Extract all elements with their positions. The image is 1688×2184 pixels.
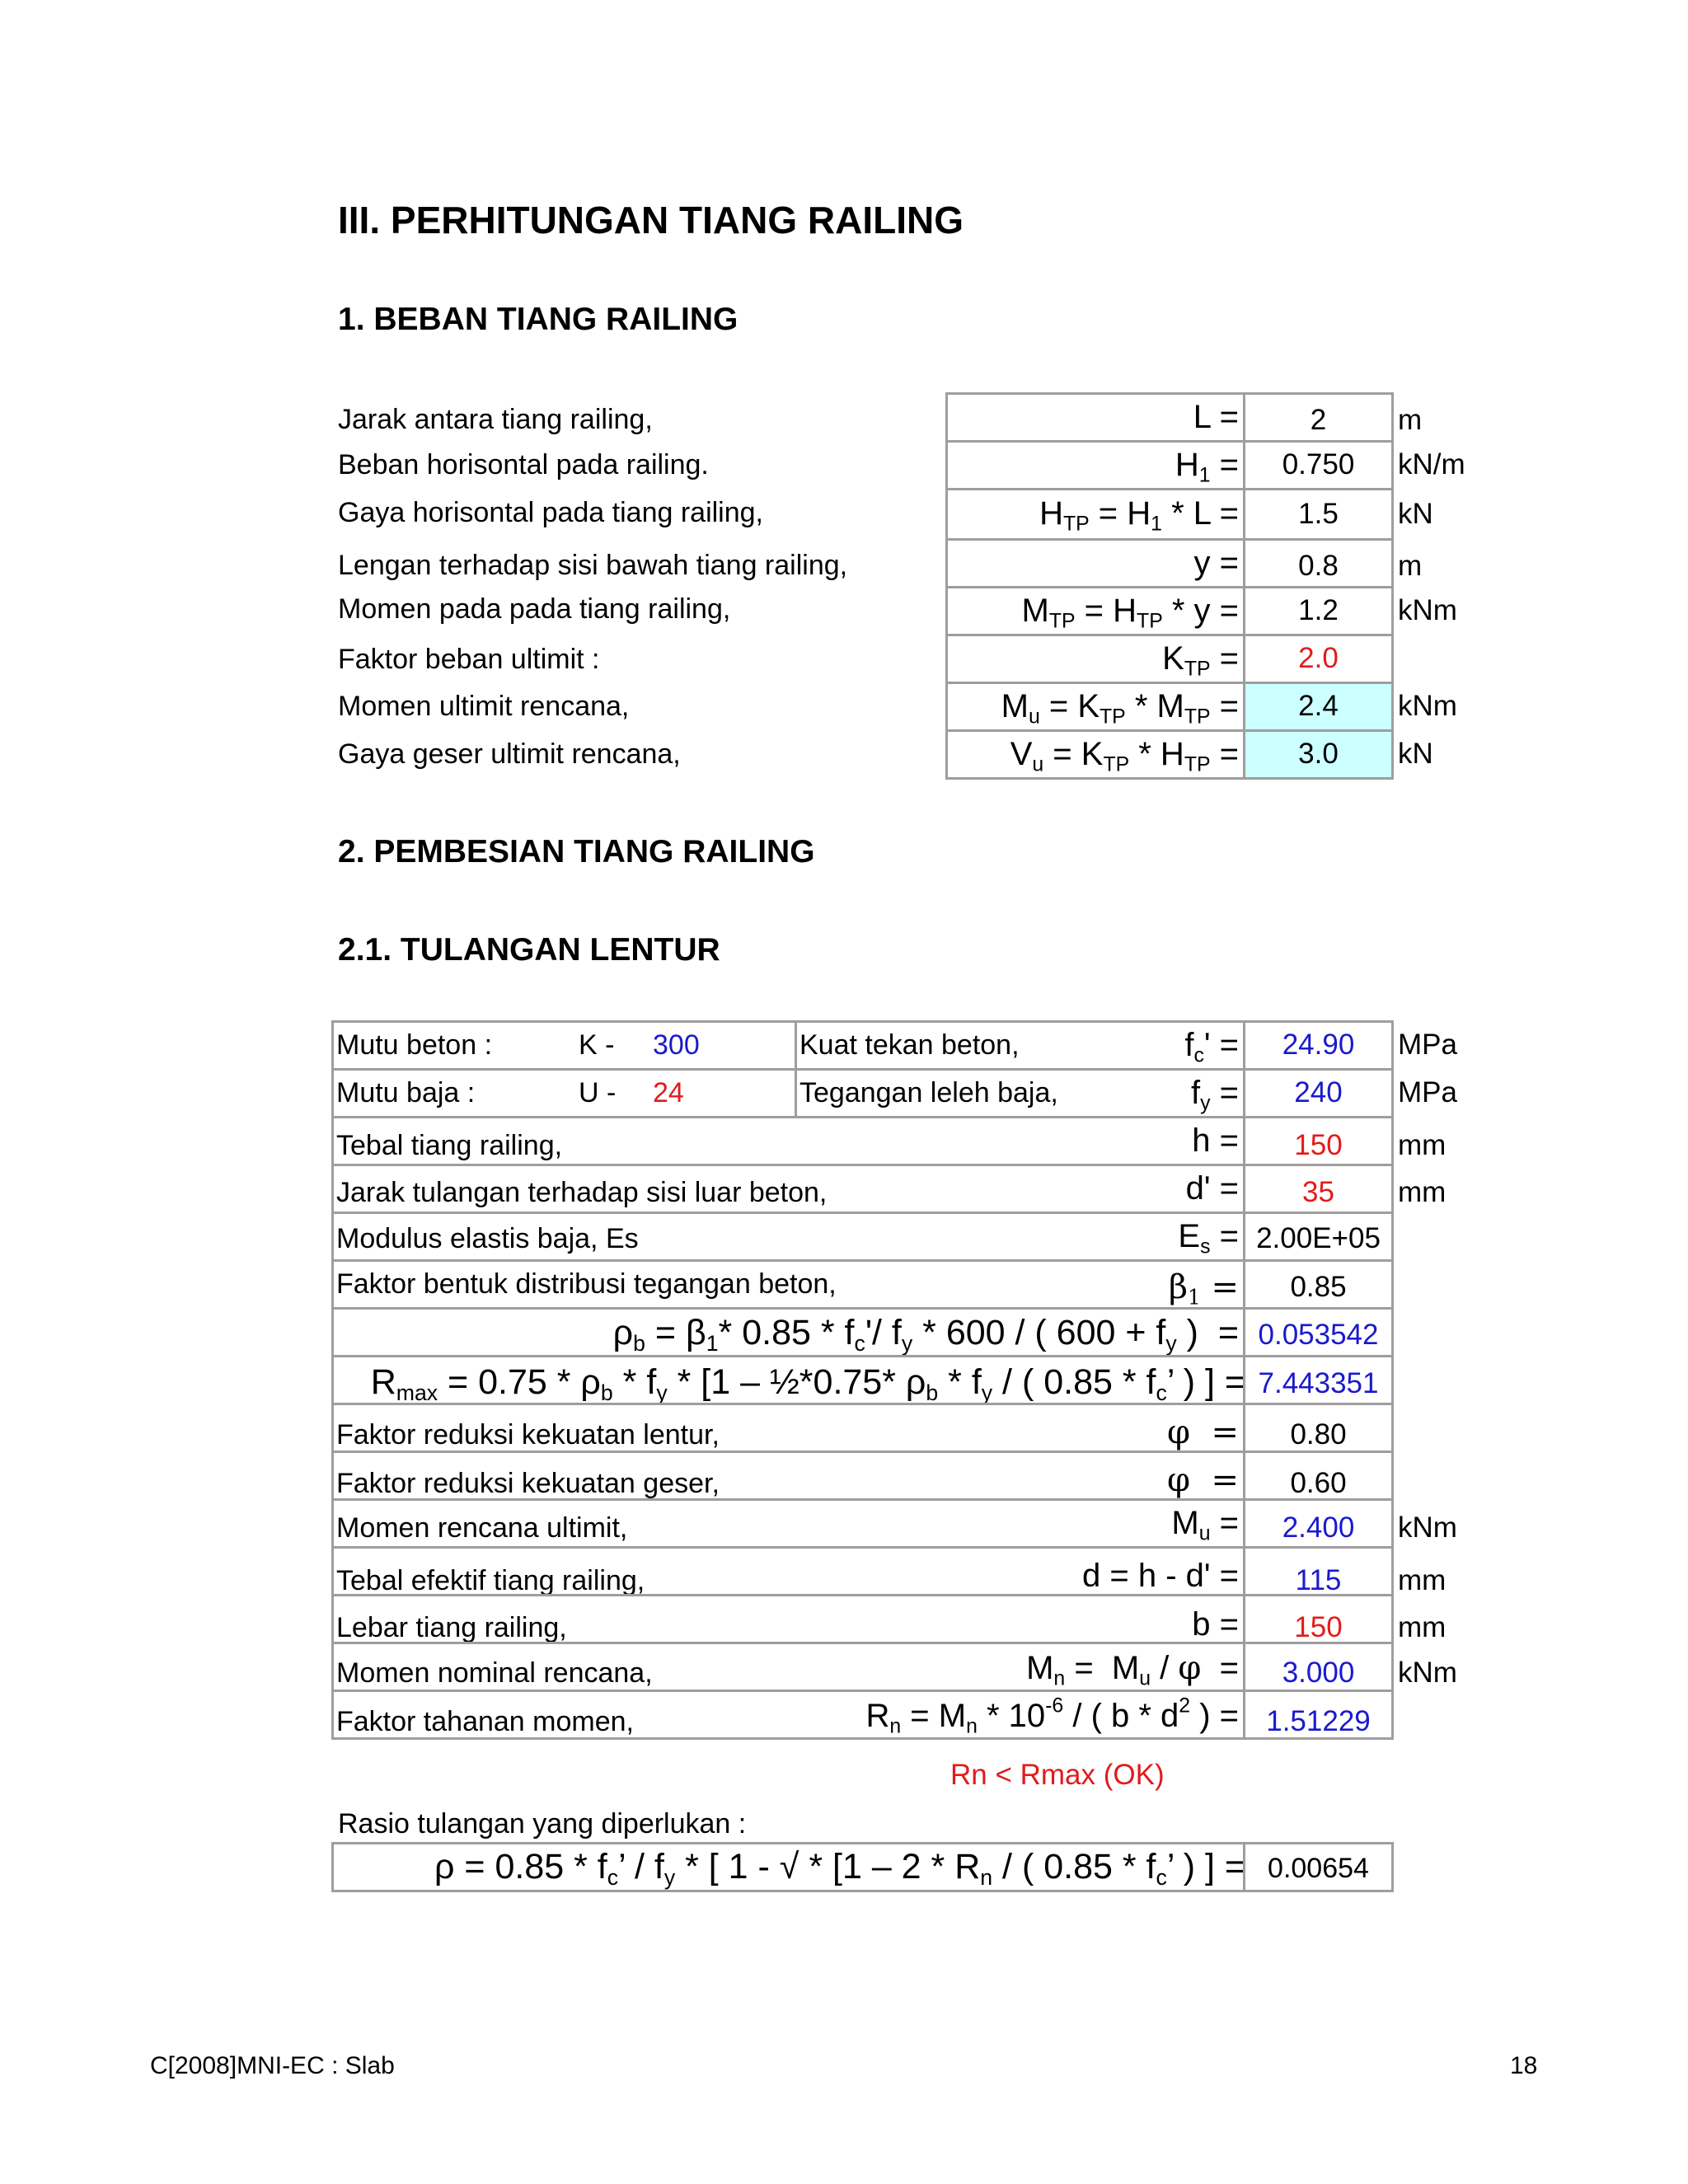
subsection-title-beban: 1. BEBAN TIANG RAILING bbox=[338, 302, 738, 337]
label-Vu: Gaya geser ultimit rencana, bbox=[338, 738, 681, 770]
value-KTP: 2.0 bbox=[1298, 642, 1339, 674]
unit-H1: kN/m bbox=[1398, 448, 1465, 480]
unit-Mn: kNm bbox=[1398, 1657, 1457, 1689]
unit-MTP: kNm bbox=[1398, 594, 1457, 626]
formula-H1: $H_1$ = bbox=[1175, 447, 1239, 487]
formula-Mu: $M_u = K_{TP} * M_{TP}$ = bbox=[1001, 688, 1239, 729]
formula-rho-b: $\rho_b = \beta_1*$ $0.85 * f_c'/$ $f_y * 600$ / ( $600 + f_y$ ) = bbox=[612, 1313, 1239, 1356]
value-phi-geser: 0.60 bbox=[1290, 1467, 1347, 1499]
value-Mn: 3.000 bbox=[1282, 1657, 1355, 1689]
value-rho: 0.00654 bbox=[1268, 1853, 1369, 1884]
label-KTP: Faktor beban ultimit : bbox=[338, 644, 600, 675]
value-H1: 0.750 bbox=[1282, 448, 1355, 480]
label-b: Lebar tiang railing, bbox=[336, 1612, 567, 1643]
label-Mu-lentur: Momen rencana ultimit, bbox=[336, 1512, 628, 1544]
value-phi-lentur: 0.80 bbox=[1290, 1418, 1347, 1451]
value-MTP: 1.2 bbox=[1298, 594, 1339, 626]
formula-beta1: $\beta_1$ = bbox=[1168, 1268, 1239, 1310]
unit-y: m bbox=[1398, 550, 1423, 582]
label-Mn: Momen nominal rencana, bbox=[336, 1657, 653, 1689]
mutu-baja-prefix: U - bbox=[579, 1077, 617, 1108]
value-Rmax: 7.443351 bbox=[1258, 1367, 1379, 1399]
formula-b: b = bbox=[1192, 1606, 1239, 1643]
value-d-prime: 35 bbox=[1302, 1176, 1334, 1208]
formula-fc: $f_c'$ = bbox=[1184, 1027, 1239, 1067]
value-Mu-lentur: 2.400 bbox=[1282, 1511, 1355, 1544]
formula-KTP: $K_{TP}$ = bbox=[1162, 640, 1239, 681]
mutu-baja-label: Mutu baja : bbox=[336, 1077, 476, 1108]
mutu-beton-value: 300 bbox=[653, 1029, 700, 1061]
formula-Rmax: $R_{max} = 0.75 * \rho_b * f_y * [1$ – ½*0.75* $\rho_b * f_y$ / ( $0.85 * f_c$’ ) ] = bbox=[370, 1362, 1245, 1405]
formula-d-prime: d' = bbox=[1185, 1170, 1239, 1207]
mutu-baja-value: 24 bbox=[653, 1077, 684, 1108]
label-y: Lengan terhadap sisi bawah tiang railing, bbox=[338, 550, 848, 581]
label-L: Jarak antara tiang railing, bbox=[338, 404, 653, 435]
subsection-title-pembesian: 2. PEMBESIAN TIANG RAILING bbox=[338, 834, 815, 869]
formula-Es: $E_s$ = bbox=[1178, 1218, 1239, 1258]
unit-Vu: kN bbox=[1398, 738, 1433, 770]
section-title: III. PERHITUNGAN TIANG RAILING bbox=[338, 199, 964, 241]
kuat-tekan-label: Kuat tekan beton, bbox=[799, 1029, 1020, 1061]
formula-fy: $f_y$ = bbox=[1190, 1075, 1239, 1115]
unit-d-prime: mm bbox=[1398, 1176, 1447, 1208]
formula-L: L = bbox=[1193, 399, 1239, 435]
value-Es: 2.00E+05 bbox=[1256, 1222, 1381, 1254]
label-beta1: Faktor bentuk distribusi tegangan beton, bbox=[336, 1268, 837, 1300]
footer-left: C[2008]MNI-EC : Slab bbox=[150, 2052, 395, 2079]
label-h: Tebal tiang railing, bbox=[336, 1130, 563, 1161]
value-d: 115 bbox=[1295, 1564, 1342, 1596]
mutu-beton-label: Mutu beton : bbox=[336, 1029, 493, 1061]
rasio-label: Rasio tulangan yang diperlukan : bbox=[338, 1808, 747, 1840]
unit-Mu-lentur: kNm bbox=[1398, 1511, 1457, 1544]
label-HTP: Gaya horisontal pada tiang railing, bbox=[338, 497, 763, 528]
value-y: 0.8 bbox=[1298, 550, 1339, 582]
label-Es: Modulus elastis baja, Es bbox=[336, 1223, 639, 1254]
unit-h: mm bbox=[1398, 1129, 1447, 1161]
page-number: 18 bbox=[1510, 2052, 1538, 2079]
value-beta1: 0.85 bbox=[1290, 1271, 1347, 1303]
value-HTP: 1.5 bbox=[1298, 498, 1339, 530]
value-Vu: 3.0 bbox=[1298, 738, 1339, 770]
mutu-beton-prefix: K - bbox=[579, 1029, 615, 1061]
formula-d: d = h - d' = bbox=[1082, 1558, 1239, 1594]
formula-phi-geser: φ = bbox=[1167, 1461, 1239, 1499]
value-L: 2 bbox=[1310, 404, 1327, 436]
label-Mu: Momen ultimit rencana, bbox=[338, 691, 630, 722]
value-fy: 240 bbox=[1294, 1076, 1343, 1108]
unit-fy: MPa bbox=[1398, 1076, 1457, 1108]
label-MTP: Momen pada pada tiang railing, bbox=[338, 593, 731, 625]
value-h: 150 bbox=[1294, 1129, 1343, 1161]
label-phi-lentur: Faktor reduksi kekuatan lentur, bbox=[336, 1419, 720, 1451]
value-rho-b: 0.053542 bbox=[1258, 1319, 1379, 1351]
label-phi-geser: Faktor reduksi kekuatan geser, bbox=[336, 1468, 720, 1499]
tegangan-leleh-label: Tegangan leleh baja, bbox=[799, 1077, 1058, 1108]
label-d: Tebal efektif tiang railing, bbox=[336, 1565, 645, 1596]
formula-Mu-lentur: $M_u$ = bbox=[1171, 1505, 1239, 1545]
formula-HTP: $H_{TP} = H_1 * L$ = bbox=[1039, 495, 1239, 536]
unit-L: m bbox=[1398, 404, 1423, 436]
unit-fc: MPa bbox=[1398, 1029, 1457, 1061]
value-Rn: 1.51229 bbox=[1266, 1705, 1371, 1737]
formula-phi-lentur: φ = bbox=[1167, 1413, 1239, 1451]
value-Mu: 2.4 bbox=[1298, 690, 1339, 722]
value-b: 150 bbox=[1294, 1611, 1343, 1643]
unit-Mu: kNm bbox=[1398, 690, 1457, 722]
formula-Mn: $M_n = M_u / \varphi$ = bbox=[1026, 1649, 1239, 1690]
formula-Vu: $V_u = K_{TP} * H_{TP}$ = bbox=[1010, 736, 1239, 776]
value-fc: 24.90 bbox=[1282, 1029, 1355, 1061]
label-H1: Beban horisontal pada railing. bbox=[338, 449, 709, 480]
formula-rho: $\rho = 0.85 * f_c$’ / $f_y$ * [ 1 - √ * [$1 - 2 * R_n$ / ( $0.85 * f_c$’ ) ] = bbox=[434, 1847, 1245, 1890]
formula-h: h = bbox=[1192, 1122, 1239, 1159]
subsection-title-lentur: 2.1. TULANGAN LENTUR bbox=[338, 932, 720, 968]
check-text: Rn < Rmax (OK) bbox=[950, 1759, 1165, 1791]
unit-b: mm bbox=[1398, 1611, 1447, 1643]
unit-HTP: kN bbox=[1398, 498, 1433, 530]
label-d-prime: Jarak tulangan terhadap sisi luar beton, bbox=[336, 1177, 828, 1208]
formula-Rn: $R_n = M_n * 10^{-6}$ / ( b * $d^2$ ) = bbox=[865, 1694, 1239, 1738]
label-Rn: Faktor tahanan momen, bbox=[336, 1706, 634, 1737]
formula-y: y = bbox=[1193, 545, 1239, 581]
unit-d: mm bbox=[1398, 1564, 1447, 1596]
formula-MTP: $M_{TP} = H_{TP} * y$ = bbox=[1021, 593, 1239, 633]
